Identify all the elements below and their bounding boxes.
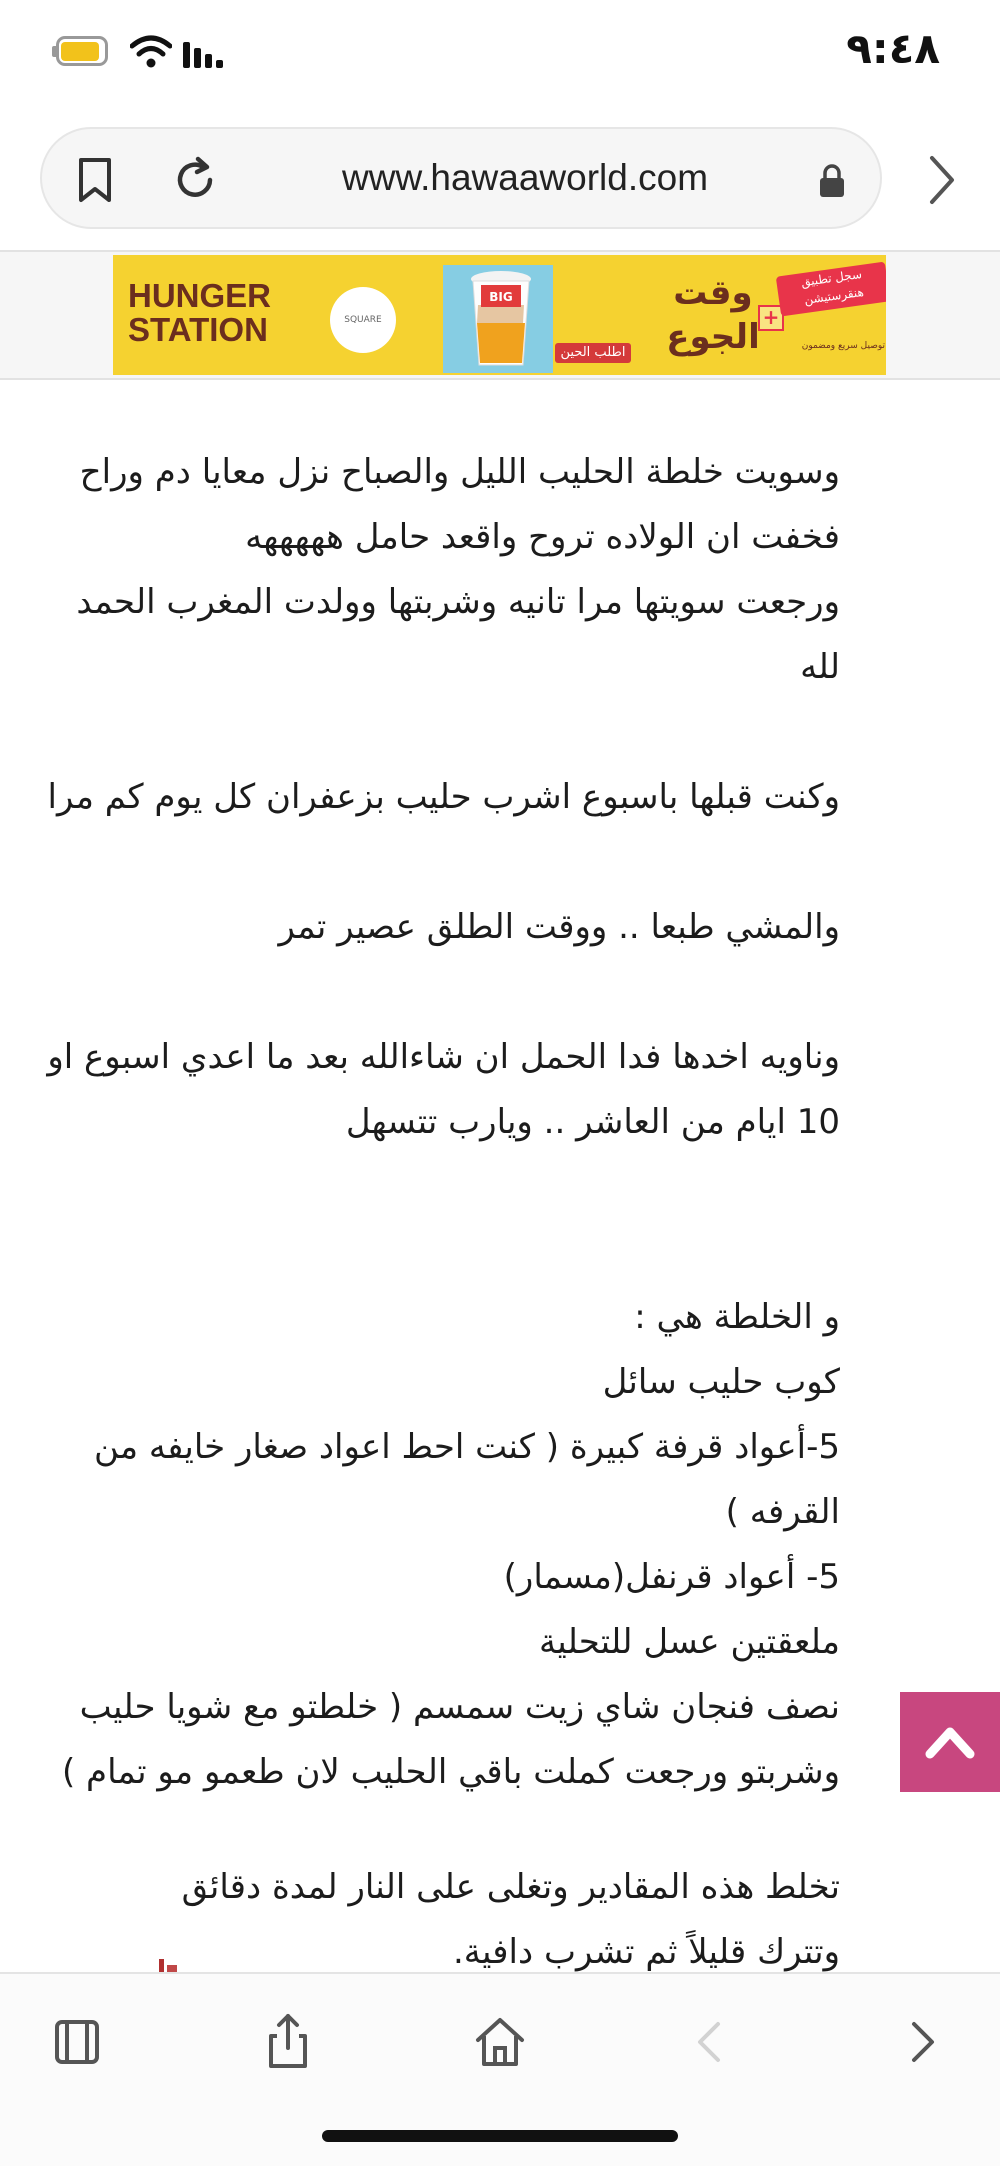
wifi-icon: [130, 34, 172, 70]
reload-icon[interactable]: [170, 155, 220, 205]
ad-banner[interactable]: [113, 255, 886, 375]
chevron-right-icon[interactable]: [920, 150, 964, 210]
bookmark-icon[interactable]: [77, 157, 113, 203]
recipe-list: و الخلطة هي : كوب حليب سائل 5-أعواد قرفة كبيرة ( كنت احط اعواد صغار خايفه من القرفه ) 5- أعواد قرنفل(مسمار) ملعقتين عسل للتحلية نصف فنجان شاي زيت سمسم ( خلطتو مع شويا حليب وشربتو ورجعت كملت باقي الحليب لان طعمو مو تمام ): [61, 1297, 840, 1792]
article-body: [40, 440, 840, 1985]
ad-strip: [0, 250, 1000, 380]
status-bar: [0, 0, 1000, 110]
ad-brand-logo: HUNGER STATION: [128, 277, 272, 348]
home-indicator[interactable]: [322, 2130, 678, 2142]
paragraph: والمشي طبعا .. ووقت الطلق عصير تمر: [278, 907, 840, 947]
status-time: ٩:٤٨: [846, 24, 940, 73]
paragraph: تخلط هذه المقادير وتغلى على النار لمدة دقائق وتترك قليلاً ثم تشرب دافية.: [181, 1867, 840, 1972]
signal-icon: [183, 38, 231, 68]
forward-icon[interactable]: [892, 2012, 952, 2072]
scroll-to-top-button[interactable]: [900, 1692, 1000, 1792]
home-icon[interactable]: [470, 2012, 530, 2072]
ad-partner-logo: SQUARE: [330, 287, 396, 353]
url-text[interactable]: www.hawaaworld.com: [342, 157, 709, 198]
ad-drink-image: [443, 265, 553, 373]
tabs-icon[interactable]: [47, 2012, 107, 2072]
paragraph: وكنت قبلها باسبوع اشرب حليب بزعفران كل يوم كم مرا: [47, 777, 840, 817]
address-bar[interactable]: [40, 127, 882, 229]
ad-small-print: توصيل سريع ومضمون: [801, 341, 885, 351]
ad-cup-label: اطلب الحين: [555, 343, 631, 363]
back-icon[interactable]: [680, 2012, 740, 2072]
lock-icon: [818, 163, 846, 199]
plus-icon: +: [758, 305, 784, 331]
share-icon[interactable]: [258, 2012, 318, 2072]
paragraph: وسويت خلطة الحليب الليل والصباح نزل معايا دم وراح فخفت ان الولاده تروح واقعد حامل هههههه ورجعت سويتها مرا تانيه وشربتها وولدت المغرب الحمد لله: [76, 452, 840, 687]
svg-text:BIG: BIG: [489, 290, 513, 304]
battery-icon: [52, 36, 114, 68]
chevron-up-icon: [924, 1720, 976, 1764]
ad-tag: سجل تطبيق هنقرستيشن: [776, 262, 886, 317]
ad-headline: وقت الجوع: [666, 273, 760, 357]
paragraph: وناويه اخدها فدا الحمل ان شاءالله بعد ما اعدي اسبوع او 10 ايام من العاشر .. ويارب تتسهل: [47, 1037, 840, 1142]
